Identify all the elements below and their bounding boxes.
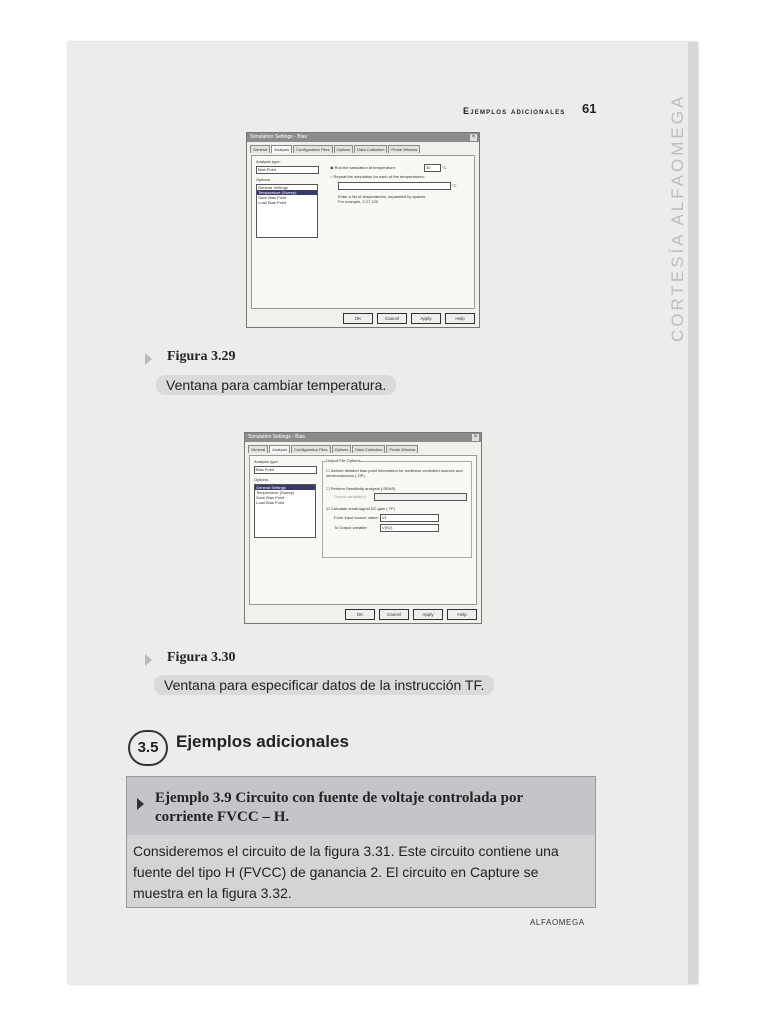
calculate-gain-label: Calculate small-signal DC gain (.TF) <box>330 506 395 511</box>
options-list[interactable] <box>256 184 318 238</box>
apply-button[interactable]: Apply <box>413 609 443 620</box>
options-list[interactable] <box>254 484 316 538</box>
temperature-value: 30 <box>426 165 431 170</box>
example-text: Consideremos el circuito de la figura 3.31. Este circuito contiene una fuente del tipo H (FVCC) de ganancia 2. El circuito en Capture se muestra en la figura 3.32. <box>133 843 559 901</box>
temperature-unit: °C <box>442 165 447 170</box>
publisher-footer: ALFAOMEGA <box>530 918 585 927</box>
section-number: 3.5 <box>128 730 168 766</box>
dialog-titlebar <box>247 133 479 142</box>
close-icon[interactable]: × <box>473 434 478 440</box>
side-watermark: CORTESÍA ALFAOMEGA <box>668 93 687 342</box>
dialog-tabs <box>245 442 481 453</box>
cancel-button[interactable]: Cancel <box>377 313 407 324</box>
dialog-title: Simulation Settings - Bias <box>250 134 307 140</box>
tab-general[interactable]: General <box>250 145 270 153</box>
page-spine <box>688 42 698 984</box>
hint-line-2: For example, 0 27 125 <box>338 199 379 204</box>
from-input-value: V1 <box>382 515 387 520</box>
apply-button[interactable]: Apply <box>411 313 441 324</box>
temperature-input[interactable] <box>424 164 441 172</box>
ok-button[interactable]: OK <box>343 313 373 324</box>
sensitivity-checkbox[interactable]: ☐ Perform Sensitivity analysis (.SENS) <box>326 486 396 491</box>
tab-analysis[interactable]: Analysis <box>269 445 290 453</box>
option-item[interactable]: Temperature (Sweep) <box>256 490 295 495</box>
dialog-title: Simulation Settings - Bias <box>248 434 305 440</box>
tab-analysis[interactable]: Analysis <box>271 145 292 153</box>
close-icon[interactable]: × <box>471 134 476 140</box>
tab-options[interactable]: Options <box>334 145 354 153</box>
figure-label: Figura 3.30 <box>167 650 236 665</box>
options-label: Options: <box>254 477 269 482</box>
dialog-body <box>249 455 477 605</box>
figure-caption: Ventana para cambiar temperatura. <box>156 375 396 395</box>
output-variables-input[interactable] <box>374 493 467 501</box>
option-item[interactable]: Save Bias Point <box>258 195 287 200</box>
from-input-label: From Input source name: <box>334 515 379 520</box>
include-detail-checkbox[interactable]: ☐ Include detailed bias point information for nonlinear controlled sources and semiconductors (.OP) <box>326 468 463 478</box>
dialog-tabs <box>247 142 479 153</box>
tab-probe-window[interactable]: Probe Window <box>386 445 418 453</box>
tab-configuration-files[interactable]: Configuration Files <box>291 445 330 453</box>
figure-arrow-icon <box>145 353 152 365</box>
option-item[interactable]: Load Bias Point <box>258 200 287 205</box>
analysis-type-select[interactable] <box>254 466 317 474</box>
temperature-list-unit: °C <box>452 183 457 188</box>
dialog-titlebar <box>245 433 481 442</box>
tab-configuration-files[interactable]: Configuration Files <box>293 145 332 153</box>
figure-caption: Ventana para especificar datos de la instrucción TF. <box>154 675 494 695</box>
output-variables-label: Output variable(s): <box>334 494 367 499</box>
option-item[interactable]: General Settings <box>258 185 288 190</box>
tab-general[interactable]: General <box>248 445 268 453</box>
option-item[interactable]: Save Bias Point <box>256 495 285 500</box>
calculate-gain-checkbox[interactable]: ☑ Calculate small-signal DC gain (.TF) <box>326 506 395 511</box>
sensitivity-label: Perform Sensitivity analysis (.SENS) <box>330 486 396 491</box>
include-detail-label: Include detailed bias point information for nonlinear controlled sources and semiconductors (.OP) <box>326 468 463 478</box>
to-output-label: To Output variable: <box>334 525 368 530</box>
dialog-buttons <box>343 313 475 324</box>
dialog-buttons <box>345 609 477 620</box>
book-page <box>68 42 698 984</box>
example-box <box>126 776 596 908</box>
run-label: Run the simulation at temperature: <box>334 165 396 170</box>
tab-data-collection[interactable]: Data Collection <box>352 445 385 453</box>
tab-data-collection[interactable]: Data Collection <box>354 145 387 153</box>
page-number: 61 <box>582 101 597 116</box>
hint-line-1: Enter a list of temperatures, separated by spaces. <box>338 194 427 199</box>
figure-arrow-icon <box>145 654 152 666</box>
repeat-label: Repeat the simulation for each of the temperatures: <box>333 174 425 179</box>
to-output-value: V(R2) <box>382 525 393 530</box>
analysis-type-label: Analysis type: <box>254 459 279 464</box>
tab-probe-window[interactable]: Probe Window <box>388 145 420 153</box>
run-at-temperature-radio[interactable]: ◉ Run the simulation at temperature: <box>330 165 396 170</box>
ok-button[interactable]: OK <box>345 609 375 620</box>
section-title: Ejemplos adicionales <box>176 732 349 751</box>
running-header: Ejemplos adicionales <box>463 106 566 116</box>
analysis-type-label: Analysis type: <box>256 159 281 164</box>
screenshot-dialog-tf <box>244 432 482 624</box>
option-item-selected[interactable]: Temperature (Sweep) <box>257 190 317 195</box>
tab-options[interactable]: Options <box>332 445 352 453</box>
analysis-type-value: Bias Point <box>256 467 275 472</box>
analysis-type-select[interactable] <box>256 166 319 174</box>
analysis-type-value: Bias Point <box>258 167 277 172</box>
help-button[interactable]: Help <box>447 609 477 620</box>
dialog-body <box>251 155 475 309</box>
figure-label: Figura 3.29 <box>167 349 236 364</box>
from-input-field[interactable] <box>380 514 439 522</box>
example-arrow-icon <box>137 798 144 810</box>
temperature-list-input[interactable] <box>338 182 451 190</box>
help-button[interactable]: Help <box>445 313 475 324</box>
to-output-field[interactable] <box>380 524 439 532</box>
repeat-temperatures-radio[interactable]: ○ Repeat the simulation for each of the temperatures: <box>330 174 425 179</box>
screenshot-dialog-temperature <box>246 132 480 328</box>
cancel-button[interactable]: Cancel <box>379 609 409 620</box>
example-title: Ejemplo 3.9 Circuito con fuente de voltaje controlada por corriente FVCC – H. <box>155 790 523 825</box>
option-item[interactable]: Load Bias Point <box>256 500 285 505</box>
option-item-selected[interactable]: General Settings <box>255 485 315 490</box>
output-options-label: Output File Options <box>326 458 361 463</box>
options-label: Options: <box>256 177 271 182</box>
